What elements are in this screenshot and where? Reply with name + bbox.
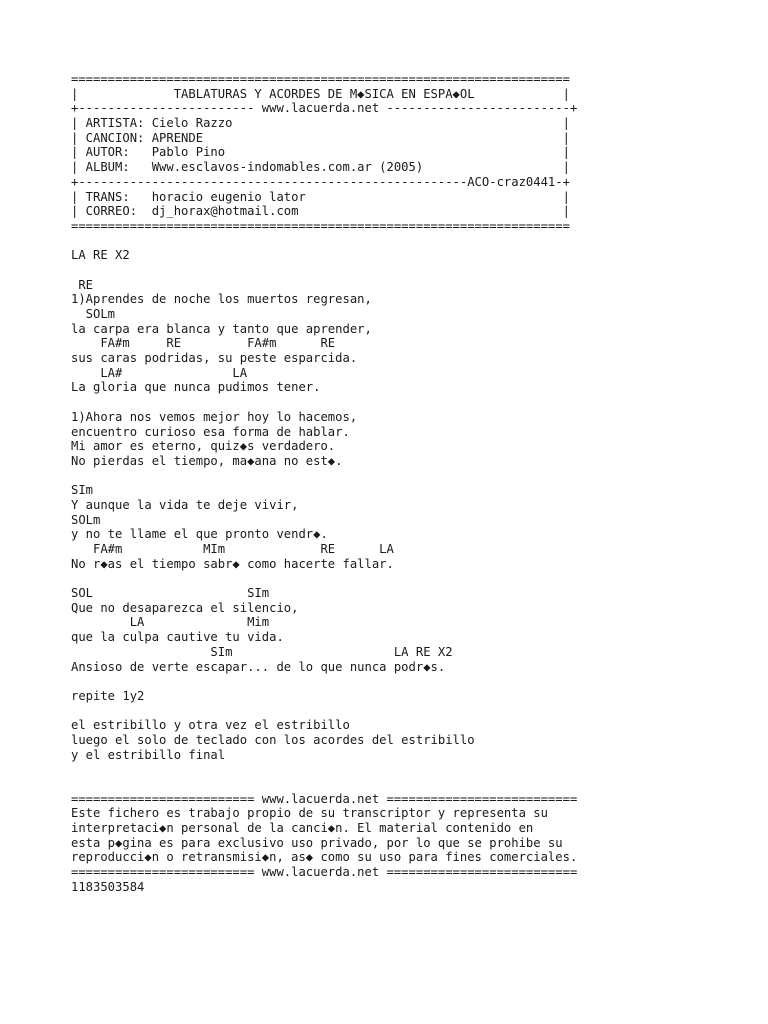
disclaimer-line: reproducci◆n o retransmisi◆n, as◆ como su uso para fines comerciales. [71, 850, 578, 865]
lyric-line: No r◆as el tiempo sabr◆ como hacerte fallar. [71, 556, 394, 571]
tab-document [71, 72, 751, 895]
chord-line: RE [71, 277, 94, 292]
header-rule-bottom: ==================================================================== [71, 218, 570, 233]
chord-line: SOLm [71, 512, 101, 527]
footer-rule-top: ========================= www.lacuerda.net ========================== [71, 791, 578, 806]
blank-line [71, 395, 751, 410]
blank-line [71, 571, 751, 586]
lyric-line: encuentro curioso esa forma de hablar. [71, 424, 350, 439]
structure-note: y el estribillo final [71, 747, 226, 762]
blank-line [71, 234, 751, 249]
blank-line [71, 762, 751, 777]
footer-rule-bottom: ========================= www.lacuerda.net ========================== [71, 865, 578, 880]
chord-line: SOL SIm [71, 586, 270, 601]
repeat-note: repite 1y2 [71, 688, 145, 703]
author-line: | AUTOR: Pablo Pino | [71, 145, 570, 160]
lyric-line: La gloria que nunca pudimos tener. [71, 380, 321, 395]
chord-line: FA#m MIm RE LA [71, 542, 394, 556]
header-rule-top: ==================================================================== [71, 72, 570, 86]
chord-line: SOLm [71, 307, 116, 321]
lyric-line: Ansioso de verte escapar... de lo que nunca podr◆s. [71, 659, 446, 674]
header-site-rule: +------------------------ www.lacuerda.net -------------------------+ [71, 101, 578, 116]
document-id: 1183503584 [71, 879, 145, 894]
structure-note: el estribillo y otra vez el estribillo [71, 718, 350, 733]
trans-line: | TRANS: horacio eugenio lator | [71, 189, 570, 204]
lyric-line: 1)Aprendes de noche los muertos regresan, [71, 292, 372, 307]
intro-chords: LA RE X2 [71, 248, 130, 263]
song-line: | CANCION: APRENDE | [71, 130, 570, 145]
lyric-line: la carpa era blanca y tanto que aprender, [71, 321, 372, 336]
chord-line: LA Mim [71, 615, 270, 630]
artist-line: | ARTISTA: Cielo Razzo | [71, 116, 570, 131]
header-title: | TABLATURAS Y ACORDES DE M◆SICA EN ESPA◆OL | [71, 86, 570, 101]
lyric-line: y no te llame el que pronto vendr◆. [71, 527, 328, 542]
disclaimer-line: esta p◆gina es para exclusivo uso privado, por lo que se prohibe su [71, 835, 563, 850]
chord-line: SIm LA RE X2 [71, 644, 453, 659]
blank-line [71, 777, 751, 792]
blank-line [71, 469, 751, 484]
lyric-line: Que no desaparezca el silencio, [71, 600, 299, 615]
lyric-line: sus caras podridas, su peste esparcida. [71, 351, 358, 366]
disclaimer-line: Este fichero es trabajo propio de su transcriptor y representa su [71, 806, 548, 821]
blank-line [71, 263, 751, 278]
blank-line [71, 704, 751, 719]
lyric-line: Y aunque la vida te deje vivir, [71, 497, 299, 512]
email-line: | CORREO: dj_horax@hotmail.com | [71, 204, 570, 219]
disclaimer-line: interpretaci◆n personal de la canci◆n. El material contenido en [71, 821, 534, 836]
lyric-line: No pierdas el tiempo, ma◆ana no est◆. [71, 453, 343, 468]
structure-note: luego el solo de teclado con los acordes del estribillo [71, 732, 475, 747]
lyric-line: que la culpa cautive tu vida. [71, 630, 284, 645]
lyric-line: Mi amor es eterno, quiz◆s verdadero. [71, 439, 336, 454]
chord-line: SIm [71, 483, 94, 498]
album-line: | ALBUM: Www.esclavos-indomables.com.ar (2005) | [71, 160, 570, 175]
blank-line [71, 674, 751, 689]
chord-line: FA#m RE FA#m RE [71, 336, 336, 351]
chord-line: LA# LA [71, 365, 248, 380]
lyric-line: 1)Ahora nos vemos mejor hoy lo hacemos, [71, 409, 358, 424]
header-id-rule: +-----------------------------------------------------ACO-craz0441-+ [71, 174, 570, 189]
